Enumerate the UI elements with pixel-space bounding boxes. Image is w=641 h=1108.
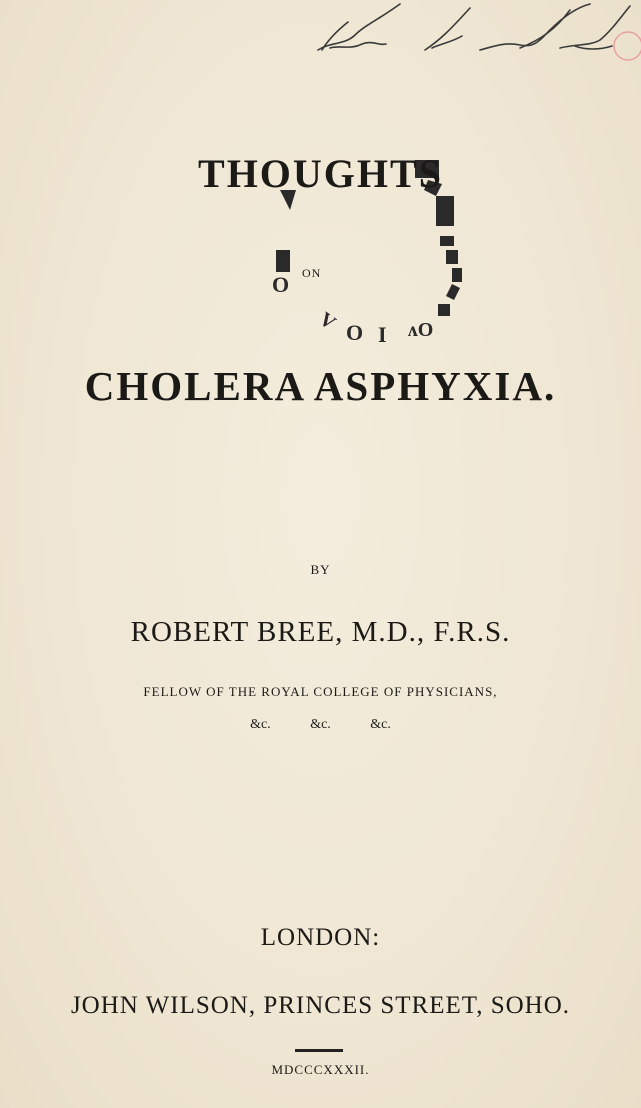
svg-text:O: O bbox=[346, 320, 364, 345]
affiliation-etc bbox=[0, 717, 641, 733]
svg-text:I: I bbox=[378, 322, 387, 347]
author-affiliation: FELLOW OF THE ROYAL COLLEGE OF PHYSICIANS, bbox=[143, 684, 498, 699]
imprint-place: LONDON: bbox=[260, 924, 381, 951]
title-connective: ON bbox=[302, 266, 322, 280]
svg-text:O: O bbox=[272, 272, 290, 297]
author-name: ROBERT BREE, M.D., F.R.S. bbox=[130, 616, 511, 648]
imprint-date: MDCCCXXXII. bbox=[271, 1062, 370, 1077]
etc-item: &c. bbox=[250, 717, 271, 732]
imprint-rule bbox=[295, 1049, 343, 1052]
svg-text:V: V bbox=[315, 308, 340, 335]
by-label: BY bbox=[310, 562, 331, 577]
title-line-1: THOUGHTS bbox=[198, 151, 443, 196]
svg-text:ᴧO: ᴧO bbox=[408, 319, 434, 341]
title-line-2: CHOLERA ASPHYXIA. bbox=[84, 363, 557, 409]
etc-item: &c. bbox=[370, 717, 391, 732]
imprint-publisher: JOHN WILSON, PRINCES STREET, SOHO. bbox=[70, 992, 571, 1019]
etc-item: &c. bbox=[310, 717, 331, 732]
